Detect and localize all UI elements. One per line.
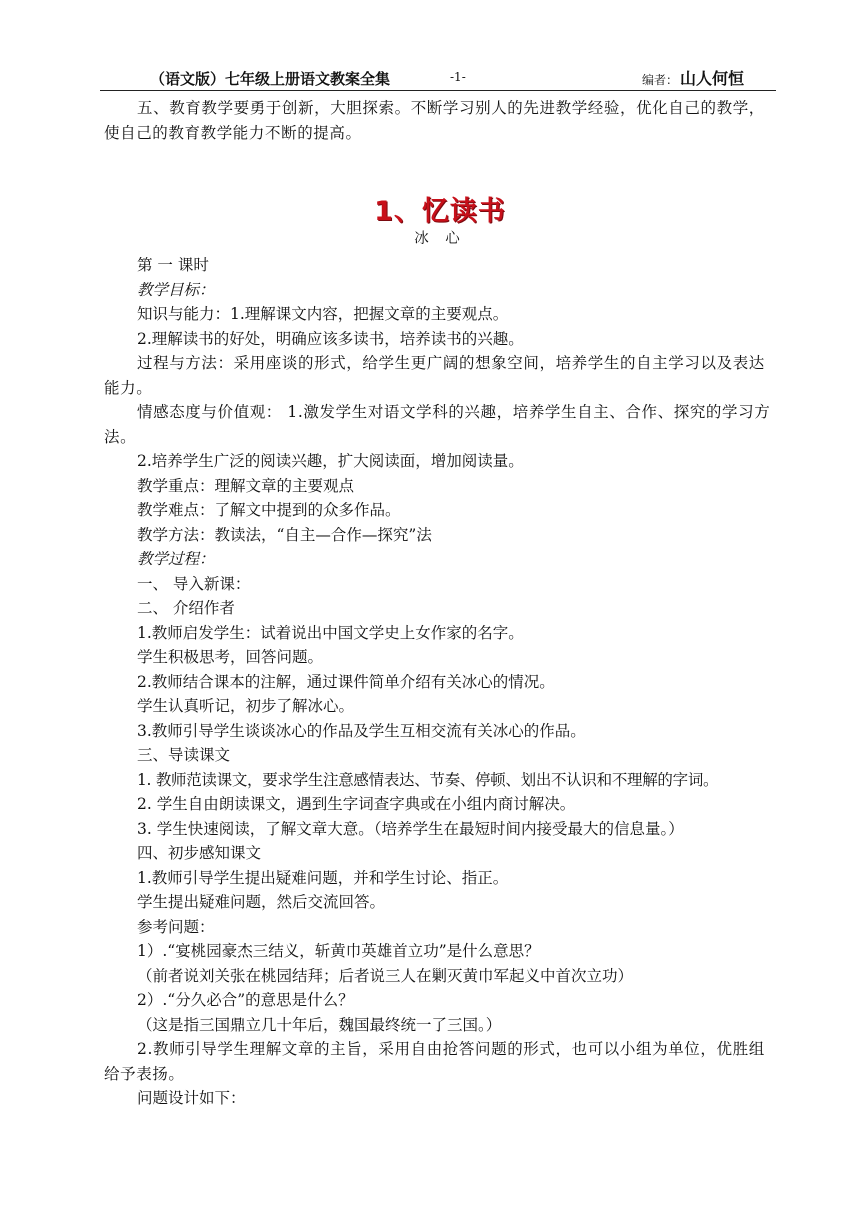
line-item: 参考问题：	[137, 917, 215, 936]
line-period: 第 一 课时	[137, 256, 209, 274]
line-attitude-values: 情感态度与价值观： 1.激发学生对语文学科的兴趣，培养学生自主、合作、探究的学习方法。	[104, 403, 771, 446]
document-body	[104, 96, 776, 1111]
document-title: （语文版）七年级上册语文教案全集	[150, 70, 391, 88]
line-item: 1.教师引导学生提出疑难问题，并和学生讨论、指正。	[137, 868, 509, 887]
line-section-4: 四、初步感知课文	[137, 844, 262, 862]
editor-credit	[642, 66, 744, 89]
line-question-1: 1）.“宴桃园豪杰三结义，斩黄巾英雄首立功”是什么意思？	[137, 942, 540, 960]
line-section-3: 三、导读课文	[137, 746, 231, 764]
line-teaching-method: 教学方法：教读法，“自主—合作—探究”法	[137, 525, 432, 544]
line-item: 学生认真听记，初步了解冰心。	[137, 697, 355, 715]
line-item: 学生积极思考，回答问题。	[137, 648, 324, 666]
line-section-2: 二、 介绍作者	[137, 599, 235, 617]
line-item: 学生提出疑难问题，然后交流回答。	[137, 893, 386, 911]
editor-name: 山人何恒	[679, 69, 744, 88]
line-item: 1. 教师范读课文，要求学生注意感情表达、节奏、停顿、划出不认识和不理解的字词。	[137, 770, 719, 789]
line-item: 2.教师引导学生理解文章的主旨，采用自由抢答问题的形式，也可以小组为单位，优胜组给予表扬。	[104, 1040, 765, 1083]
lesson-title: 1、忆读书	[374, 196, 506, 227]
page-header	[100, 64, 776, 91]
line-difficulty: 教学难点：了解文中提到的众多作品。	[137, 501, 401, 519]
line-item: 2. 学生自由朗读课文，遇到生字词查字典或在小组内商讨解决。	[137, 795, 576, 813]
page-number: -1-	[450, 70, 466, 84]
line-answer-2: （这是指三国鼎立几十年后，魏国最终统一了三国。）	[137, 1015, 502, 1034]
line-item: 3. 学生快速阅读，了解文章大意。（培养学生在最短时间内接受最大的信息量。）	[137, 819, 684, 838]
line-item: 问题设计如下：	[137, 1089, 246, 1107]
line-question-2: 2）.“分久必合”的意思是什么？	[137, 991, 354, 1009]
line-process-method: 过程与方法：采用座谈的形式，给学生更广阔的想象空间，培养学生的自主学习以及表达能力。	[104, 354, 765, 397]
line-objective-2: 2.理解读书的好处，明确应该多读书，培养读书的兴趣。	[137, 329, 524, 348]
intro-paragraph: 五、教育教学要勇于创新，大胆探索。不断学习别人的先进教学经验，优化自己的教学，使自己的教育教学能力不断的提高。	[104, 99, 765, 142]
line-item: 1.教师启发学生：试着说出中国文学史上女作家的名字。	[137, 623, 524, 642]
line-item: 3.教师引导学生谈谈冰心的作品及学生互相交流有关冰心的作品。	[137, 721, 586, 740]
line-objective-1: 知识与能力：1.理解课文内容，把握文章的主要观点。	[137, 305, 509, 323]
line-attitude-2: 2.培养学生广泛的阅读兴趣，扩大阅读面，增加阅读量。	[137, 452, 524, 470]
line-answer-1: （前者说刘关张在桃园结拜；后者说三人在剿灭黄巾军起义中首次立功）	[137, 966, 634, 985]
line-section-1: 一、 导入新课：	[137, 574, 251, 593]
editor-label: 编者：	[641, 73, 678, 87]
lesson-author: 冰 心	[414, 231, 466, 247]
line-key-point: 教学重点：理解文章的主要观点	[137, 476, 355, 495]
line-objectives-heading: 教学目标：	[137, 280, 215, 299]
line-process-heading: 教学过程：	[137, 550, 215, 568]
line-item: 2.教师结合课本的注解，通过课件简单介绍有关冰心的情况。	[137, 672, 555, 691]
